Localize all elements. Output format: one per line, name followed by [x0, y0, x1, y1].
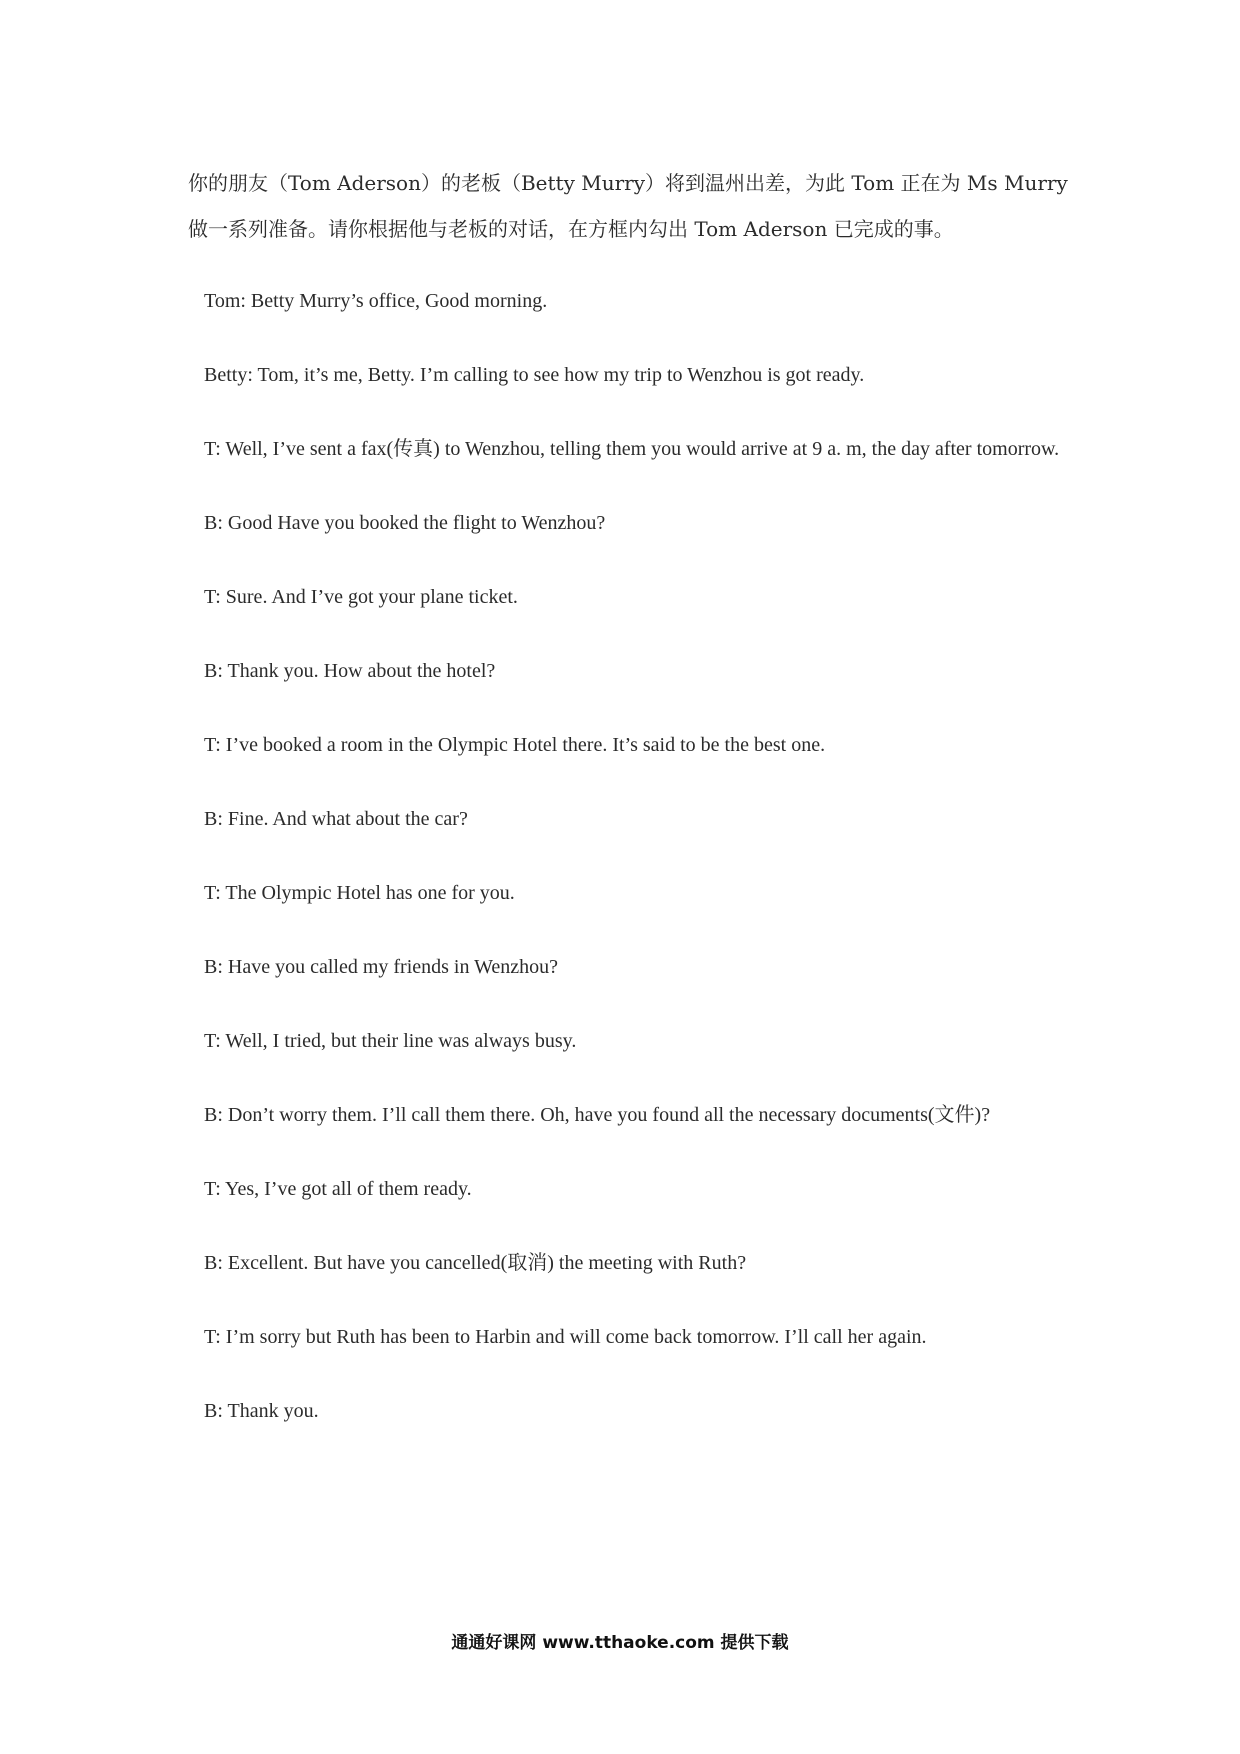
dialogue-line: T: I’m sorry but Ruth has been to Harbin and will come back tomorrow. I’ll call her again. — [204, 1326, 927, 1348]
dialogue-line: B: Don’t worry them. I’ll call them there. Oh, have you found all the necessary documents(文件)? — [204, 1104, 991, 1126]
dialogue-line: Betty: Tom, it’s me, Betty. I’m calling to see how my trip to Wenzhou is got ready. — [204, 364, 865, 386]
dialogue-line: T: Well, I tried, but their line was always busy. — [204, 1030, 577, 1052]
dialogue-line: Tom: Betty Murry’s office, Good morning. — [204, 290, 548, 312]
dialogue-line: T: The Olympic Hotel has one for you. — [204, 882, 515, 904]
dialogue — [188, 278, 1068, 1462]
intro-paragraph — [188, 160, 1068, 252]
intro-line: 做一系列准备。请你根据他与老板的对话，在方框内勾出 Tom Aderson 已完成的事。 — [188, 217, 954, 241]
dialogue-line: T: Yes, I’ve got all of them ready. — [204, 1178, 472, 1200]
footer-credit: 通通好课网 www.tthaoke.com 提供下载 — [451, 1633, 789, 1653]
dialogue-line: B: Thank you. — [204, 1400, 319, 1422]
dialogue-line: T: Sure. And I’ve got your plane ticket. — [204, 586, 518, 608]
dialogue-line: B: Have you called my friends in Wenzhou? — [204, 956, 559, 978]
dialogue-line: T: Well, I’ve sent a fax(传真) to Wenzhou, telling them you would arrive at 9 a. m, the day after tomorrow. — [204, 438, 1060, 460]
dialogue-line: B: Fine. And what about the car? — [204, 808, 468, 830]
dialogue-line: B: Excellent. But have you cancelled(取消) the meeting with Ruth? — [204, 1252, 747, 1274]
dialogue-line: B: Good Have you booked the flight to Wenzhou? — [204, 512, 606, 534]
dialogue-line: T: I’ve booked a room in the Olympic Hotel there. It’s said to be the best one. — [204, 734, 826, 756]
dialogue-line: B: Thank you. How about the hotel? — [204, 660, 496, 682]
intro-line: 你的朋友（Tom Aderson）的老板（Betty Murry）将到温州出差，为此 Tom 正在为 Ms Murry — [188, 171, 1068, 195]
